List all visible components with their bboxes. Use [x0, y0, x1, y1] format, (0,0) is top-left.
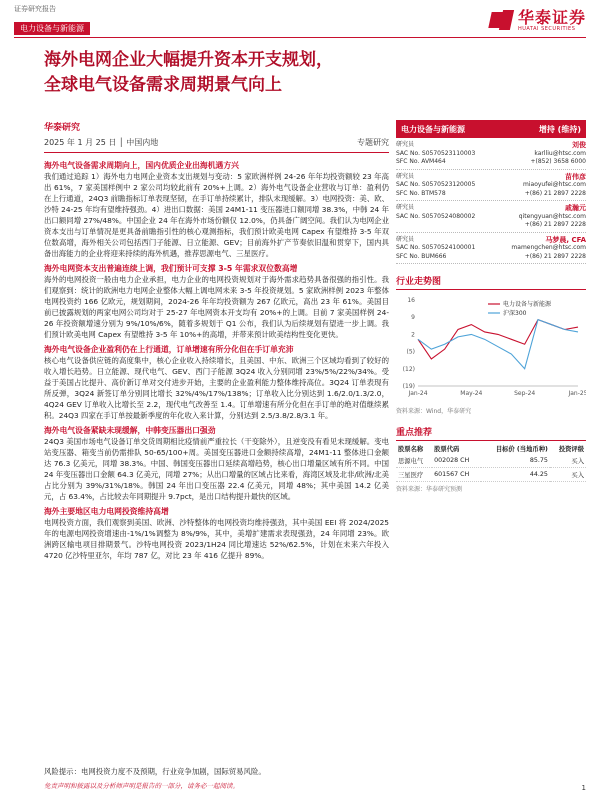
rating-value: 增持 (维持) [538, 124, 581, 134]
y-tick-label: 2 [411, 331, 415, 339]
trend-chart [396, 294, 586, 404]
section-heading: 海外电气设备需求周期向上，国内优质企业出海机遇方兴 [44, 161, 239, 170]
analyst-email[interactable]: qitengyuan@htsc.com [518, 212, 586, 220]
stock-code: 002028 CH [432, 454, 480, 468]
analyst-sfc: SFC No. BTM578 [396, 189, 446, 197]
series-line [418, 320, 578, 369]
table-row [396, 454, 586, 468]
trend-title: 行业走势图 [396, 274, 586, 290]
section-heading: 海外电气设备紧缺未现缓解，中韩变压器出口强劲 [44, 426, 216, 435]
x-tick-label: May-24 [460, 390, 483, 397]
analyst-phone: +(86) 21 2897 2228 [524, 252, 586, 260]
analyst-card [396, 170, 586, 202]
analyst-role: 研究员 [396, 141, 415, 148]
analyst-sac: SAC No. S0570524080002 [396, 212, 476, 220]
x-tick-label: Jan-24 [408, 390, 428, 397]
x-tick-label: Sep-24 [514, 390, 536, 397]
stock-code: 601567 CH [432, 468, 480, 482]
section-text: 电网投资方面，我们观察到美国、欧洲、沙特整体的电网投资均维持强劲，其中美国 EEI 将 2024/2025 年的电源电网投资增速由-1%/1%调整为 8%/9%，其中，美增扩建需求表现强劲，24 年同增 23%。欧洲跨区输电项目排期景气。沙特电网投资 2023/1H24 同比增速达 52%/62.5%，计划在未来六年投入 4720 亿沙特里亚尔，年均 787 亿，对比 23 年 416 亿提升 89%。 [44, 518, 389, 560]
stock-name: 三星医疗 [396, 468, 432, 482]
author: 华泰研究 [44, 123, 81, 133]
page-number: 1 [581, 784, 586, 792]
disclaimer-footer: 免责声明和披露以及分析师声明是报告的一部分，请务必一起阅读。 [44, 782, 239, 790]
analyst-name: 戚瀚元 [565, 204, 586, 212]
analyst-card [396, 233, 586, 265]
title-line-2: 全球电气设备需求周期景气向上 [44, 75, 282, 95]
logo-name: 华泰证券 [517, 7, 586, 27]
title-line-1: 海外电网企业大幅提升资本开支规划， [44, 50, 333, 70]
section-heading: 海外电网资本支出普遍连续上调，我们预计可支撑 3-5 年需求双位数高增 [44, 264, 298, 273]
col-header: 股票名称 [398, 446, 424, 453]
logo-name-en: HUATAI SECURITIES [517, 25, 576, 32]
analyst-card [396, 201, 586, 233]
section-text: 24Q3 美国市场电气设备订单交货周期相比疫情前严重拉长（干变除外），且逆变没有看见未现缓解。变电站变压器、箱变当前仍需排队 50-65/100+周。美国变压器进口金额持续高增，24M1-11 整体进口金额达 76.3 亿美元，同增 38.3%。中国、韩国变压器出口延续高增趋势，核心出口增量区域有所不同。中国 24 年变压器出口金额 64.3 亿美元，同增 27%；从出口增量的区域占比来看，海湾区域及北非/欧洲/北美占比分别为 39%/31%/18%。韩国 24 年出口变压器 22.4 亿美元，同增 48%；其中美国 14.2 亿美元，占 63.4%，占比较去年同期提升 9.7pct，是出口结构提升最快的区域。 [44, 437, 389, 501]
report-body [44, 160, 389, 561]
legend-label: 沪深300 [503, 310, 527, 317]
legend-label: 电力设备与新能源 [503, 301, 552, 308]
analyst-name: 苗伟彦 [565, 172, 586, 181]
x-tick-label: Jan-25 [568, 390, 586, 397]
analyst-role: 研究员 [396, 172, 415, 180]
report-category: 专题研究 [357, 138, 389, 147]
analyst-phone: +(86) 21 2897 2228 [524, 189, 586, 197]
section-heading: 海外电气设备企业盈利仍在上行通道，订单增速有所分化但在手订单充沛 [44, 345, 294, 354]
sector-label: 电力设备与新能源 [14, 22, 90, 35]
logo-mark-icon [490, 8, 514, 32]
table-note: 资料来源：华泰研究预测 [396, 486, 463, 493]
col-header: 股票代码 [434, 446, 460, 453]
meta-row [44, 137, 389, 153]
target-price: 85.75 [481, 454, 550, 468]
rating: 买入 [550, 454, 586, 468]
y-tick-label: (5) [406, 348, 415, 356]
analyst-sac: SAC No. S0570524100001 [396, 244, 476, 251]
analyst-email[interactable]: miaoyufei@htsc.com [523, 181, 586, 188]
rating-bar [396, 120, 586, 138]
y-tick-label: 9 [411, 314, 415, 322]
analyst-sac: SAC No. S0570523120005 [396, 181, 476, 188]
analyst-sfc: SFC No. AVM464 [396, 158, 446, 165]
analyst-name: 马梦晨, CFA [545, 235, 586, 244]
rating-sector: 电力设备与新能源 [401, 124, 465, 134]
y-tick-label: (12) [402, 365, 415, 373]
section-text: 核心电气设备供应链的高度集中，核心企业收入持续增长，且美国、中东、欧洲三个区域均看到了较好的收入增长趋势。日立能源、现代电气、GEV、西门子能源 3Q24 收入分别同增 23%/5%/22%/34%。受益于美国占比提升、高价新订单对交付进步开始，主要的企业盈利能力整体维持高位。3Q24 订单表现有所反弹，3Q24 新签订单分别同比增长 32%/4%/17%/138%；订单收入比分别达到 1.6/2.0/1.3/2.0，4Q24 GEV 订单收入比增长至 2.2，现代电气改善至 1.4。订单增速有所分化但在手订单的绝对值继续累积。24Q3 四家在手订单按最新季度的年化收入来计算，分别达到 2.5/3.8/2.8/3.1 年。 [44, 356, 389, 420]
report-title [44, 48, 333, 98]
analyst-name: 刘俊 [572, 141, 586, 149]
logo [490, 8, 586, 32]
right-panel [396, 120, 586, 493]
chart-source: 资料来源：Wind，华泰研究 [396, 408, 472, 415]
analyst-sfc: SFC No. BUM666 [396, 252, 447, 260]
col-header: 目标价 (当地币种) [495, 446, 548, 453]
analyst-email[interactable]: karlliu@htsc.com [534, 149, 586, 157]
rating: 买入 [550, 468, 586, 482]
recommend-table [396, 443, 586, 482]
analyst-email[interactable]: mamengchen@htsc.com [511, 244, 586, 251]
risk-warning: 风险提示：电网投资力度不及预期，行业竞争加剧，国际贸易风险。 [44, 767, 266, 776]
report-type-tag: 证券研究报告 [14, 5, 56, 13]
report-date: 2025 年 1 月 25 日 │ 中国内地 [44, 138, 159, 147]
y-tick-label: 16 [407, 297, 415, 304]
analyst-phone: +(852) 3658 6000 [530, 158, 586, 165]
section-heading: 海外主要地区电力电网投资维持高增 [44, 507, 169, 516]
col-header: 投资评级 [558, 446, 584, 453]
header-divider [14, 37, 586, 38]
table-row [396, 468, 586, 482]
target-price: 44.25 [481, 468, 550, 482]
y-tick-label: (19) [402, 383, 415, 390]
trend-chart-svg [396, 294, 586, 404]
recommend-title: 重点推荐 [396, 425, 586, 441]
analyst-card [396, 138, 586, 170]
stock-name: 思源电气 [396, 454, 432, 468]
analyst-role: 研究员 [396, 204, 415, 211]
analyst-phone: +(86) 21 2897 2228 [524, 221, 586, 228]
section-text: 海外的电网投资一般由电力企业承担，电力企业的电网投资规划对于海外需求趋势具备很强的指引性。我们观察到：统计的欧洲电力电网企业整体大幅上调电网未来 3-5 年投资规划。5 家欧洲样例 2023 年整体电网投资约 166 亿欧元，规划期间，2024-26 年年均投资额为 267 亿欧元，高出 23 年 61%。美国目前已披露规划的两家电网公司均对于 25-27 年电网资本开支均有 20%+的上调。目前 7 家美国样例 24-26 年投资额增速分别为 9%/10%/6%，随着多规划于 Q1 公布，我们认为后续规划有望进一步上调。我们预计欧美电网 Capex 有望维持 3-5 年 10%+的高增，并带来预计欧美结构性变化更快。 [44, 275, 389, 339]
analyst-role: 研究员 [396, 235, 415, 243]
analyst-sac: SAC No. S0570523110003 [396, 149, 476, 157]
section-text: 我们通过追踪 1）海外电力电网企业资本支出规划与变动：5 家欧洲样例 24-26 年年均投资额较 23 年高出 61%，7 家美国样例中 2 家公司均较此前有 20%+上调。2）海外电气设备企业营收与订单：盈利仍在上行通道，24Q3 前瞻指标订单表现坚韧，在手订单持续累计，排队未现缓解。3）电网投资：美、欧、沙特 24-25 年均有望维持强劲。4）进出口数据：美国 24M1-11 变压器进口额同增 38.3%，中韩 24 年出口额同增 27%/48%。中国企业 24 年在海外市场份额仅 12.0%，仍具备广阔空间。我们认为电网企业资本支出与订单情况是更具备前瞻指引性的核心观测指标，我们预计欧美电网 Capex 有望维持 3-5 年双位数高增，海外相关公司包括西门子能源、日立能源、GEV；目前海外扩产节奏依旧温和贯穿下，国内具备出海能力的企业将迎来持续的海外机遇，推荐思源电气、三星医疗。 [44, 172, 389, 258]
